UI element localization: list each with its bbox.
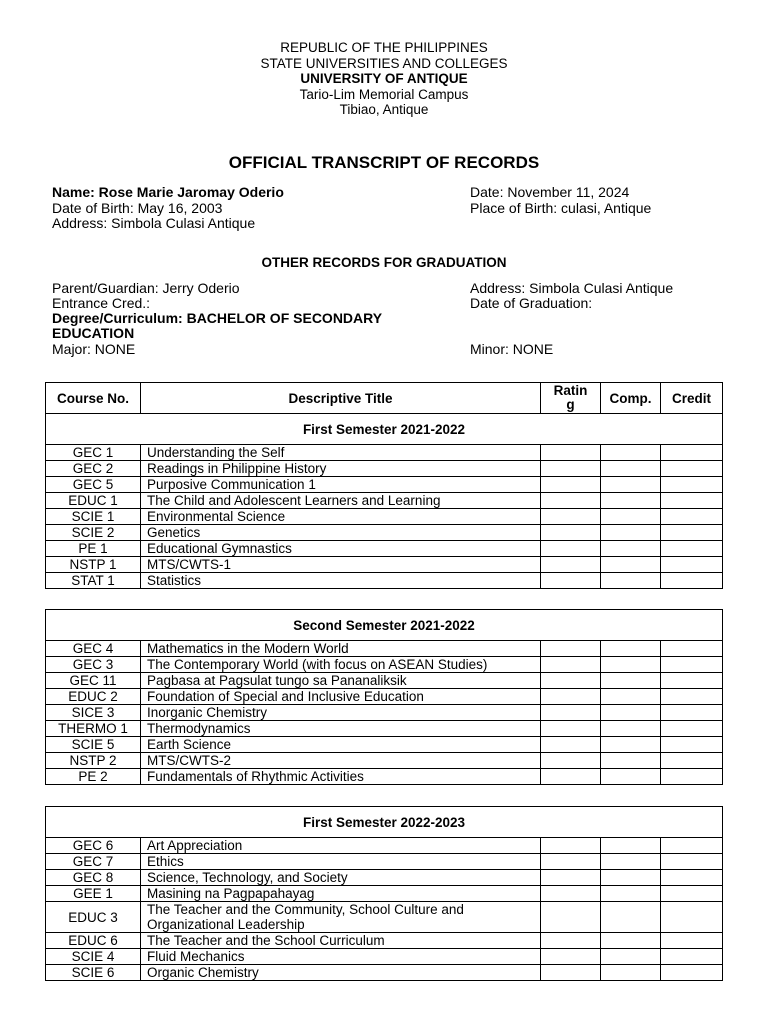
course-code: SICE 3 <box>46 705 141 721</box>
rating-cell <box>541 525 601 541</box>
credit-cell <box>661 673 723 689</box>
rating-cell <box>541 689 601 705</box>
table-row <box>46 541 723 557</box>
major: Major: NONE <box>52 341 136 357</box>
header-university: UNIVERSITY OF ANTIQUE <box>300 71 468 86</box>
place-of-birth: Place of Birth: culasi, Antique <box>470 200 652 216</box>
comp-cell <box>601 445 661 461</box>
page-title: OFFICIAL TRANSCRIPT OF RECORDS <box>228 153 540 172</box>
course-code: GEC 5 <box>46 477 141 493</box>
credit-cell <box>661 541 723 557</box>
course-code: GEC 4 <box>46 641 141 657</box>
course-code: GEC 1 <box>46 445 141 461</box>
semester-title-row <box>46 807 723 838</box>
rating-cell <box>541 737 601 753</box>
course-code: NSTP 2 <box>46 753 141 769</box>
course-code: PE 2 <box>46 769 141 785</box>
table-row <box>46 673 723 689</box>
credit-cell <box>661 557 723 573</box>
comp-cell <box>601 737 661 753</box>
rating-cell <box>541 870 601 886</box>
semester-title-row <box>46 610 723 641</box>
semester-title: First Semester 2021-2022 <box>46 414 723 445</box>
course-title: Understanding the Self <box>141 445 541 461</box>
rating-cell <box>541 641 601 657</box>
table-row <box>46 657 723 673</box>
comp-cell <box>601 949 661 965</box>
comp-cell <box>601 573 661 589</box>
parent-guardian: Parent/Guardian: Jerry Oderio <box>52 280 240 296</box>
record-date: Date: November 11, 2024 <box>470 184 630 200</box>
comp-cell <box>601 721 661 737</box>
course-title: Thermodynamics <box>141 721 541 737</box>
course-title: The Teacher and the Community, School Culture and Organizational Leadership <box>141 902 541 933</box>
table-row <box>46 445 723 461</box>
descriptive-title-header: Descriptive Title <box>141 383 541 414</box>
table-row <box>46 525 723 541</box>
rating-cell <box>541 673 601 689</box>
comp-cell <box>601 557 661 573</box>
degree-curriculum-line1: Degree/Curriculum: BACHELOR OF SECONDARY <box>52 310 383 326</box>
credit-cell <box>661 477 723 493</box>
comp-cell <box>601 509 661 525</box>
header-republic: REPUBLIC OF THE PHILIPPINES <box>280 40 488 55</box>
rating-cell <box>541 509 601 525</box>
table-row <box>46 477 723 493</box>
comp-cell <box>601 477 661 493</box>
course-code: EDUC 1 <box>46 493 141 509</box>
rating-cell <box>541 933 601 949</box>
credit-cell <box>661 657 723 673</box>
student-name: Name: Rose Marie Jaromay Oderio <box>52 184 284 200</box>
header-location: Tibiao, Antique <box>339 102 429 117</box>
rating-cell <box>541 541 601 557</box>
course-title: Inorganic Chemistry <box>141 705 541 721</box>
comp-cell <box>601 753 661 769</box>
course-code: EDUC 2 <box>46 689 141 705</box>
table-row <box>46 753 723 769</box>
course-title: Organic Chemistry <box>141 965 541 981</box>
table-row <box>46 965 723 981</box>
table-row <box>46 557 723 573</box>
credit-cell <box>661 870 723 886</box>
credit-cell <box>661 573 723 589</box>
credit-cell <box>661 525 723 541</box>
rating-cell <box>541 886 601 902</box>
credit-cell <box>661 838 723 854</box>
course-code: THERMO 1 <box>46 721 141 737</box>
course-title: The Child and Adolescent Learners and Learning <box>141 493 541 509</box>
comp-cell <box>601 965 661 981</box>
rating-cell <box>541 769 601 785</box>
credit-cell <box>661 854 723 870</box>
table-row <box>46 509 723 525</box>
rating-header <box>541 383 601 414</box>
course-title: MTS/CWTS-2 <box>141 753 541 769</box>
semester-table <box>45 609 723 785</box>
course-code: EDUC 6 <box>46 933 141 949</box>
course-title: Readings in Philippine History <box>141 461 541 477</box>
table-row <box>46 933 723 949</box>
course-title: Statistics <box>141 573 541 589</box>
course-code: SCIE 6 <box>46 965 141 981</box>
table-row <box>46 838 723 854</box>
comp-cell <box>601 870 661 886</box>
rating-cell <box>541 493 601 509</box>
degree-curriculum-line2: EDUCATION <box>52 325 135 341</box>
comp-cell <box>601 657 661 673</box>
rating-cell <box>541 657 601 673</box>
course-title: Educational Gymnastics <box>141 541 541 557</box>
rating-header-line2: g <box>566 397 575 412</box>
course-code: SCIE 5 <box>46 737 141 753</box>
credit-cell <box>661 902 723 933</box>
course-code: NSTP 1 <box>46 557 141 573</box>
credit-cell <box>661 965 723 981</box>
course-code: SCIE 4 <box>46 949 141 965</box>
credit-cell <box>661 461 723 477</box>
comp-cell <box>601 461 661 477</box>
course-title: Purposive Communication 1 <box>141 477 541 493</box>
table-row <box>46 886 723 902</box>
table-row <box>46 769 723 785</box>
rating-cell <box>541 838 601 854</box>
comp-cell <box>601 705 661 721</box>
rating-cell <box>541 753 601 769</box>
table-row <box>46 949 723 965</box>
credit-cell <box>661 641 723 657</box>
course-title: Pagbasa at Pagsulat tungo sa Pananaliksik <box>141 673 541 689</box>
table-row <box>46 641 723 657</box>
table-row <box>46 493 723 509</box>
credit-cell <box>661 493 723 509</box>
rating-cell <box>541 949 601 965</box>
course-code: GEE 1 <box>46 886 141 902</box>
rating-cell <box>541 573 601 589</box>
semester-title: Second Semester 2021-2022 <box>46 610 723 641</box>
course-title: Foundation of Special and Inclusive Education <box>141 689 541 705</box>
rating-cell <box>541 705 601 721</box>
rating-header-line1: Ratin <box>553 383 588 398</box>
semester-title: First Semester 2022-2023 <box>46 807 723 838</box>
credit-cell <box>661 769 723 785</box>
course-code: SCIE 1 <box>46 509 141 525</box>
course-title: Science, Technology, and Society <box>141 870 541 886</box>
rating-cell <box>541 965 601 981</box>
comp-cell <box>601 769 661 785</box>
course-code: GEC 8 <box>46 870 141 886</box>
entrance-credential: Entrance Cred.: <box>52 295 151 311</box>
table-row <box>46 461 723 477</box>
comp-cell <box>601 541 661 557</box>
course-title: Mathematics in the Modern World <box>141 641 541 657</box>
institution-header <box>0 40 768 118</box>
minor: Minor: NONE <box>470 341 554 357</box>
credit-header: Credit <box>661 383 723 414</box>
credit-cell <box>661 721 723 737</box>
semester-title-row <box>46 414 723 445</box>
table-row <box>46 689 723 705</box>
comp-cell <box>601 933 661 949</box>
course-title: Fundamentals of Rhythmic Activities <box>141 769 541 785</box>
table-row <box>46 721 723 737</box>
rating-cell <box>541 557 601 573</box>
credit-cell <box>661 445 723 461</box>
course-title: Ethics <box>141 854 541 870</box>
course-code: PE 1 <box>46 541 141 557</box>
credit-cell <box>661 705 723 721</box>
course-code: GEC 11 <box>46 673 141 689</box>
table-header-row <box>46 383 723 414</box>
course-code: SCIE 2 <box>46 525 141 541</box>
course-title: MTS/CWTS-1 <box>141 557 541 573</box>
table-row <box>46 737 723 753</box>
comp-cell <box>601 641 661 657</box>
credit-cell <box>661 509 723 525</box>
credit-cell <box>661 737 723 753</box>
course-title: The Contemporary World (with focus on ASEAN Studies) <box>141 657 541 673</box>
semester-table <box>45 806 723 981</box>
table-row <box>46 854 723 870</box>
course-title: Genetics <box>141 525 541 541</box>
other-records-heading: OTHER RECORDS FOR GRADUATION <box>261 255 507 270</box>
credit-cell <box>661 949 723 965</box>
comp-cell <box>601 525 661 541</box>
header-campus: Tario-Lim Memorial Campus <box>299 86 469 102</box>
table-row <box>46 902 723 933</box>
rating-cell <box>541 461 601 477</box>
comp-header: Comp. <box>601 383 661 414</box>
comp-cell <box>601 854 661 870</box>
rating-cell <box>541 721 601 737</box>
course-code: GEC 6 <box>46 838 141 854</box>
student-address: Address: Simbola Culasi Antique <box>52 215 256 231</box>
course-title: Art Appreciation <box>141 838 541 854</box>
credit-cell <box>661 753 723 769</box>
rating-cell <box>541 902 601 933</box>
guardian-address: Address: Simbola Culasi Antique <box>470 280 674 296</box>
course-code: GEC 7 <box>46 854 141 870</box>
comp-cell <box>601 673 661 689</box>
table-row <box>46 705 723 721</box>
rating-cell <box>541 445 601 461</box>
rating-cell <box>541 854 601 870</box>
table-row <box>46 573 723 589</box>
course-code: GEC 2 <box>46 461 141 477</box>
comp-cell <box>601 902 661 933</box>
rating-cell <box>541 477 601 493</box>
course-code: GEC 3 <box>46 657 141 673</box>
credit-cell <box>661 689 723 705</box>
semester-table <box>45 382 723 589</box>
date-of-birth: Date of Birth: May 16, 2003 <box>52 200 223 216</box>
comp-cell <box>601 838 661 854</box>
header-suc: STATE UNIVERSITIES AND COLLEGES <box>260 55 508 71</box>
credit-cell <box>661 933 723 949</box>
course-code: STAT 1 <box>46 573 141 589</box>
date-of-graduation: Date of Graduation: <box>470 295 593 311</box>
course-title: Masining na Pagpapahayag <box>141 886 541 902</box>
course-no-header: Course No. <box>46 383 141 414</box>
comp-cell <box>601 689 661 705</box>
course-code: EDUC 3 <box>46 902 141 933</box>
course-title: Earth Science <box>141 737 541 753</box>
course-title: The Teacher and the School Curriculum <box>141 933 541 949</box>
course-title: Fluid Mechanics <box>141 949 541 965</box>
course-title: Environmental Science <box>141 509 541 525</box>
credit-cell <box>661 886 723 902</box>
comp-cell <box>601 493 661 509</box>
table-row <box>46 870 723 886</box>
comp-cell <box>601 886 661 902</box>
